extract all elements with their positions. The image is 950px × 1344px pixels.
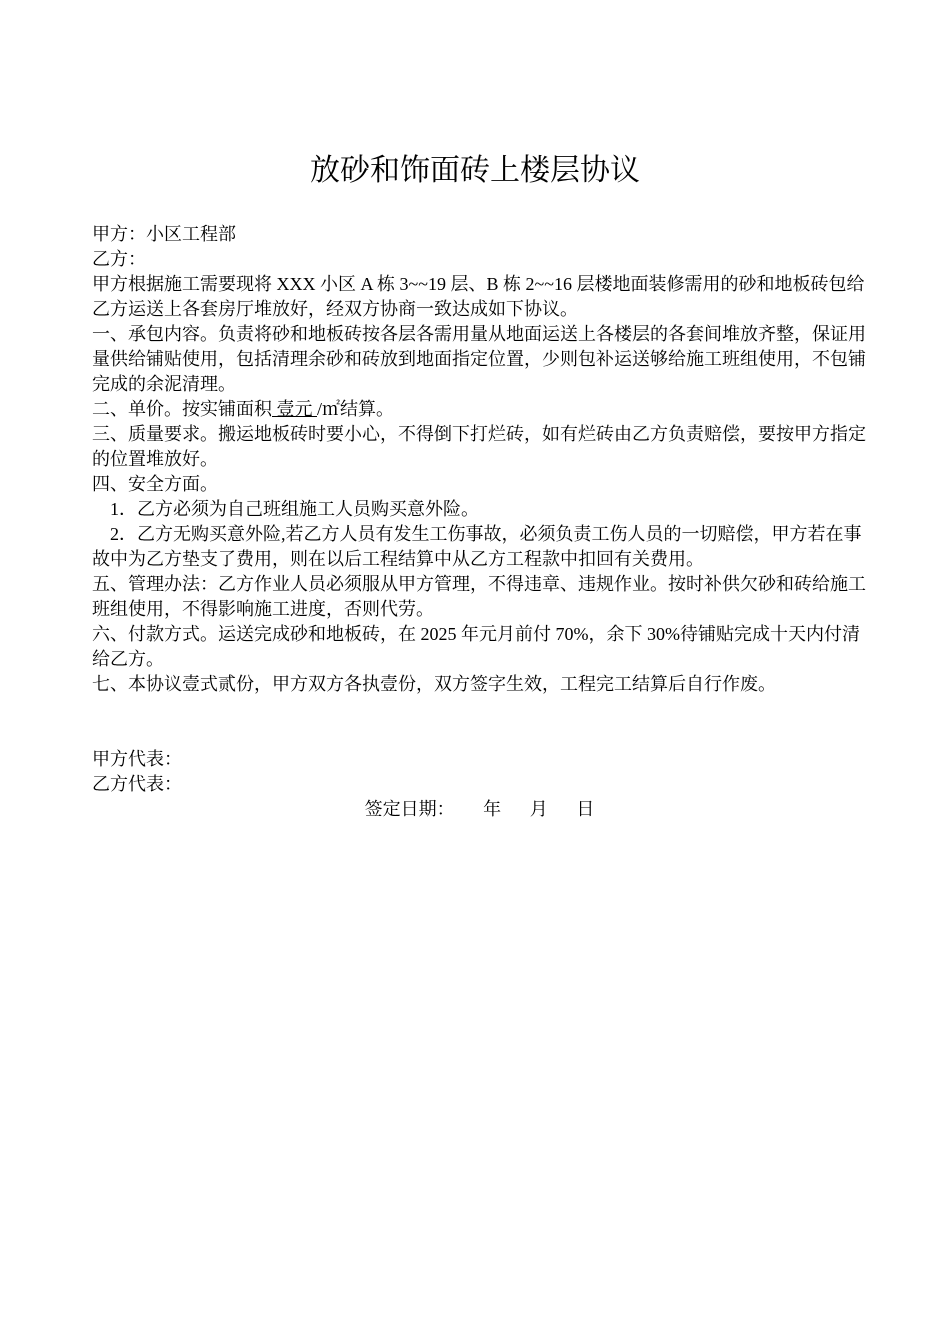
signature-spacer — [92, 697, 867, 747]
clause-5: 五、管理办法：乙方作业人员必须服从甲方管理，不得违章、违规作业。按时补供欠砂和砖给施工班组使用，不得影响施工进度，否则代劳。 — [92, 574, 866, 619]
clause-4-item-2 — [92, 522, 867, 572]
clause-3: 三、质量要求。搬运地板砖时要小心，不得倒下打烂砖，如有烂砖由乙方负责赔偿，要按甲方指定的位置堆放好。 — [92, 424, 866, 469]
intro-paragraph: 甲方根据施工需要现将 XXX 小区 A 栋 3~~19 层、B 栋 2~~16 层楼地面装修需用的砂和地板砖包给乙方运送上各套房厅堆放好，经双方协商一致达成如下协议。 — [92, 274, 865, 319]
signing-date: 签定日期： 年 月 日 — [364, 799, 595, 820]
clause-2 — [92, 397, 867, 422]
party-b-line: 乙方： — [92, 249, 146, 270]
clause-1: 一、承包内容。负责将砂和地板砖按各层各需用量从地面运送上各楼层的各套间堆放齐整，保证用量供给铺贴使用，包括清理余砂和砖放到地面指定位置，少则包补运送够给施工班组使用，不包铺完成的余泥清理。 — [92, 324, 866, 394]
party-a-representative: 甲方代表： — [92, 749, 182, 770]
party-b-representative: 乙方代表： — [92, 774, 182, 795]
clause-2-price: 壹元 — [272, 399, 317, 419]
clause-2-prefix: 二、单价。按实铺面积 — [92, 399, 272, 419]
clause-7: 七、本协议壹式贰份，甲方双方各执壹份，双方签字生效，工程完工结算后自行作废。 — [92, 674, 776, 694]
clause-4-item-2-text: 2．乙方无购买意外险,若乙方人员有发生工伤事故，必须负责工伤人员的一切赔偿，甲方若在事故中为乙方垫支了费用，则在以后工程结算中从乙方工程款中扣回有关费用。 — [92, 524, 862, 569]
clause-6: 六、付款方式。运送完成砂和地板砖，在 2025 年元月前付 70%，余下 30%待铺贴完成十天内付清给乙方。 — [92, 624, 860, 669]
clause-4-item-1: 1．乙方必须为自己班组施工人员购买意外险。 — [110, 499, 479, 519]
clause-2-suffix: /㎡结算。 — [317, 399, 395, 419]
party-a-line: 甲方：小区工程部 — [92, 224, 236, 245]
document-body — [92, 222, 867, 822]
document-title: 放砂和饰面砖上楼层协议 — [310, 153, 640, 188]
clause-4: 四、安全方面。 — [92, 474, 218, 494]
